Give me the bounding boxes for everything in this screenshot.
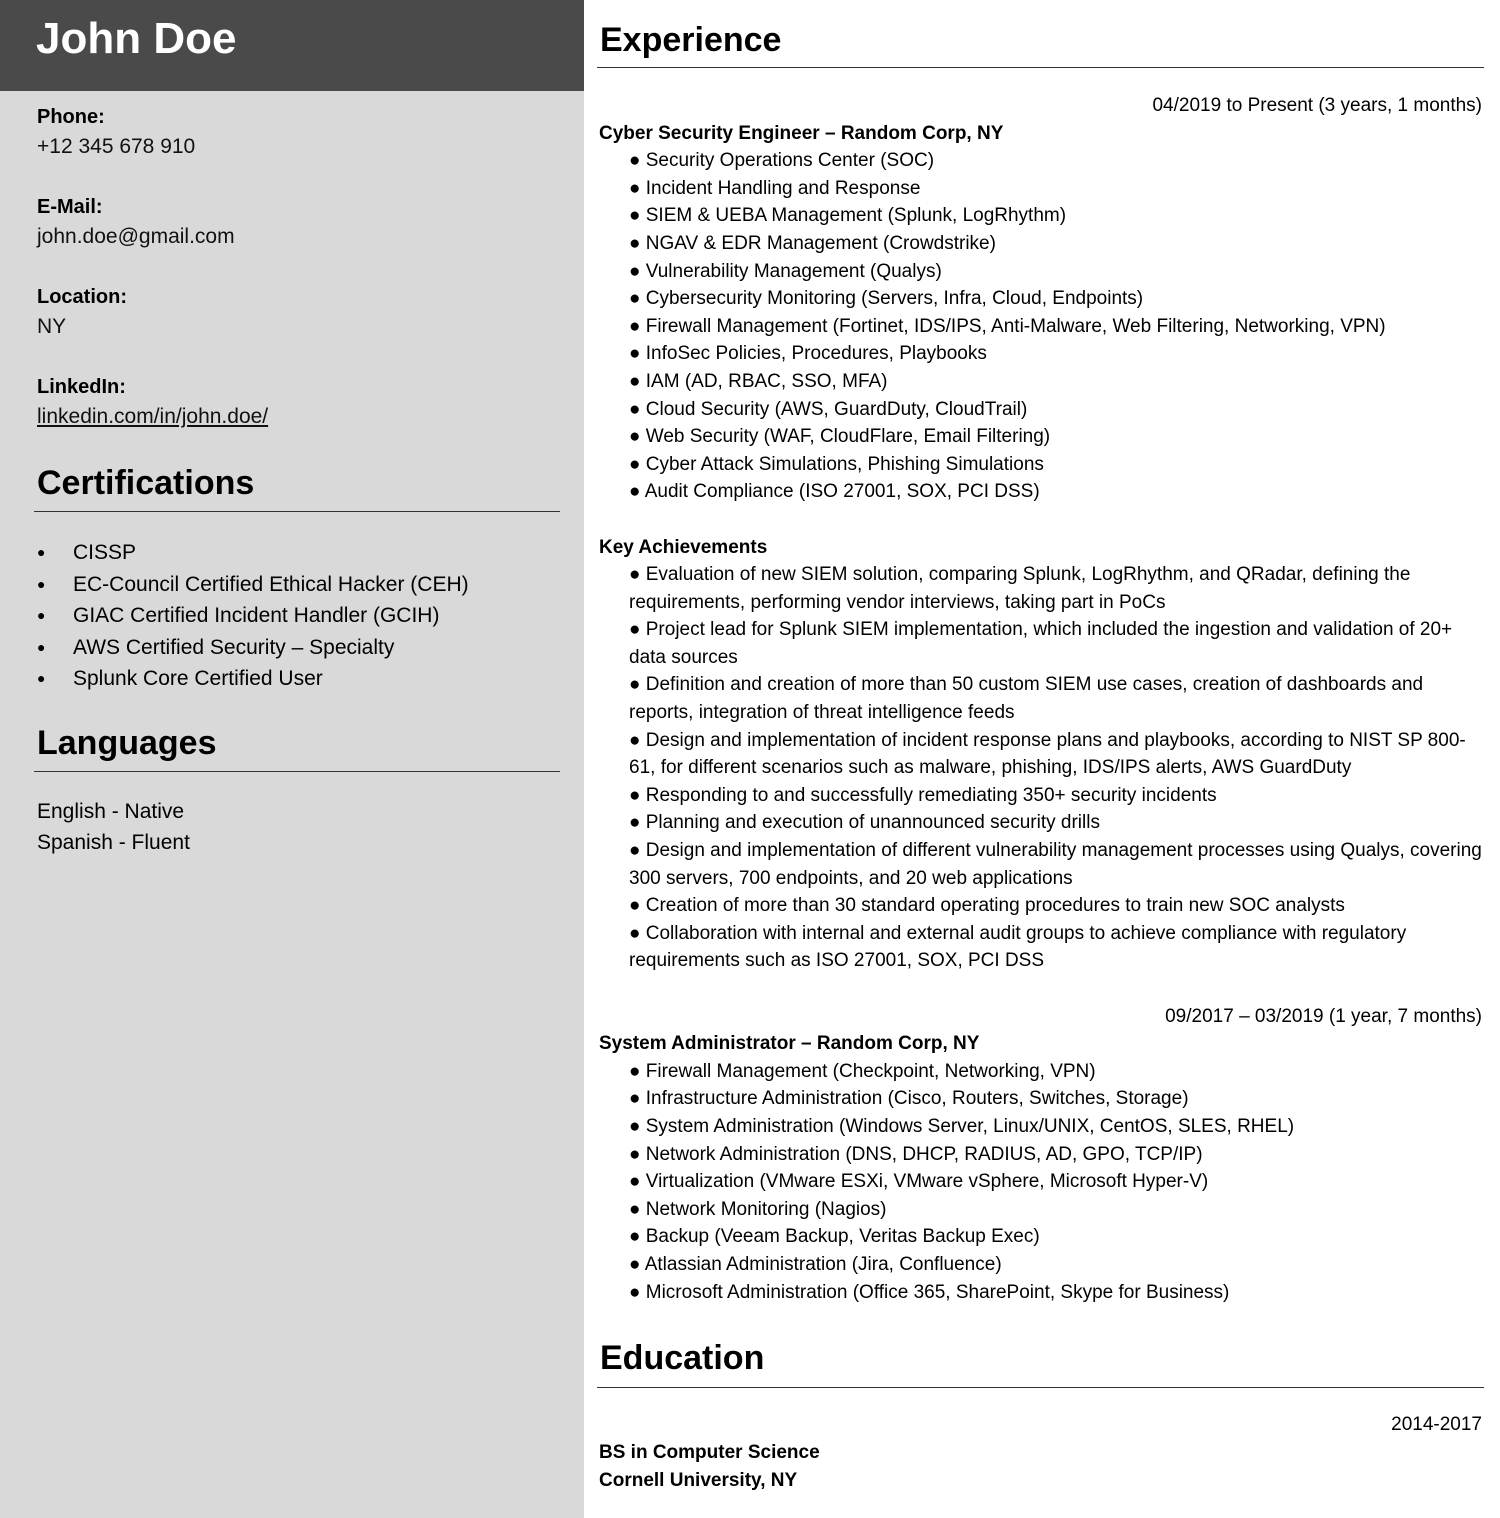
responsibility-item: ● Infrastructure Administration (Cisco, Routers, Switches, Storage): [629, 1088, 1189, 1110]
certification-item: ● GIAC Certified Incident Handler (GCIH): [37, 600, 557, 632]
responsibility-item: ● Cloud Security (AWS, GuardDuty, CloudTrail): [629, 398, 1028, 420]
job-title: Cyber Security Engineer – Random Corp, NY: [599, 122, 1004, 144]
responsibility-item: ● Atlassian Administration (Jira, Confluence): [629, 1253, 1002, 1275]
bullet-icon: ●: [37, 670, 46, 686]
responsibility-item: ● Audit Compliance (ISO 27001, SOX, PCI DSS): [629, 481, 1040, 503]
linkedin-link[interactable]: linkedin.com/in/john.doe/: [37, 405, 269, 428]
responsibility-item: ● Vulnerability Management (Qualys): [629, 260, 942, 282]
phone-label: Phone:: [37, 106, 105, 128]
education-dates: 2014-2017: [1391, 1414, 1482, 1435]
experience-heading: Experience: [600, 21, 782, 59]
location-label: Location:: [37, 286, 127, 308]
language-item: Spanish - Fluent: [37, 830, 190, 854]
certifications-divider: [34, 511, 560, 512]
languages-heading: Languages: [37, 724, 217, 762]
language-item: English - Native: [37, 800, 185, 823]
certification-item: ● EC-Council Certified Ethical Hacker (CEH): [37, 569, 557, 601]
responsibility-item: ● Backup (Veeam Backup, Veritas Backup Exec): [629, 1226, 1040, 1248]
education-degree: BS in Computer Science: [599, 1441, 820, 1463]
bullet-icon: ●: [37, 544, 46, 560]
education-heading: Education: [600, 1339, 765, 1377]
languages-list: [37, 797, 557, 858]
responsibility-item: ● Network Administration (DNS, DHCP, RADIUS, AD, GPO, TCP/IP): [629, 1143, 1203, 1165]
education-school: Cornell University, NY: [599, 1470, 798, 1492]
certification-item: ● AWS Certified Security – Specialty: [37, 632, 557, 664]
responsibility-item: ● Firewall Management (Fortinet, IDS/IPS, Anti-Malware, Web Filtering, Networking, VPN): [629, 315, 1386, 337]
education-divider: [597, 1387, 1484, 1388]
achievement-item: ● Creation of more than 30 standard operating procedures to train new SOC analysts: [629, 895, 1345, 917]
bullet-icon: ●: [37, 638, 46, 655]
education-section: [599, 1411, 1482, 1496]
certification-item: ● CISSP: [37, 537, 557, 569]
contact-location: [37, 282, 557, 372]
email-label: E-Mail:: [37, 196, 103, 218]
responsibility-item: ● SIEM & UEBA Management (Splunk, LogRhythm): [629, 205, 1067, 227]
experience-divider: [597, 67, 1484, 68]
linkedin-label: LinkedIn:: [37, 376, 126, 398]
achievement-item: ● Collaboration with internal and external audit groups to achieve compliance with regulatory requirements such as ISO 27001, SOX, PCI DSS: [629, 922, 1407, 972]
contact-details: [37, 102, 557, 462]
bullet-icon: ●: [37, 607, 46, 623]
responsibility-item: ● Network Monitoring (Nagios): [629, 1198, 887, 1220]
responsibility-item: ● Firewall Management (Checkpoint, Networking, VPN): [629, 1060, 1096, 1082]
phone-value: +12 345 678 910: [37, 135, 196, 158]
achievement-item: ● Planning and execution of unannounced security drills: [629, 812, 1100, 834]
achievement-item: ● Definition and creation of more than 50 custom SIEM use cases, creation of dashboards and reports, integration of threat intelligence feeds: [629, 674, 1424, 724]
job-title: System Administrator – Random Corp, NY: [599, 1033, 980, 1055]
responsibility-item: ● Virtualization (VMware ESXi, VMware vSphere, Microsoft Hyper-V): [629, 1171, 1209, 1193]
job-responsibilities: [599, 1058, 1482, 1306]
name-banner: [0, 0, 584, 91]
experience-section: [599, 92, 1482, 1306]
responsibility-item: ● Incident Handling and Response: [629, 177, 921, 199]
responsibility-item: ● Microsoft Administration (Office 365, SharePoint, Skype for Business): [629, 1281, 1230, 1303]
bullet-icon: ●: [37, 575, 46, 592]
contact-linkedin: [37, 372, 557, 462]
certification-item: ● Splunk Core Certified User: [37, 663, 557, 695]
email-value: john.doe@gmail.com: [37, 225, 235, 248]
responsibility-item: ● InfoSec Policies, Procedures, Playbooks: [629, 343, 987, 365]
job-dates: 09/2017 – 03/2019 (1 year, 7 months): [1165, 1005, 1482, 1027]
achievement-item: ● Design and implementation of different vulnerability management processes using Qualys, covering 300 servers, 700 endpoints, and 20 web applications: [629, 840, 1482, 889]
candidate-name: John Doe: [36, 14, 237, 63]
location-value: NY: [37, 315, 67, 338]
achievement-item: ● Project lead for Splunk SIEM implementation, which included the ingestion and validation of 20+ data sources: [629, 619, 1453, 668]
achievement-item: ● Evaluation of new SIEM solution, comparing Splunk, LogRhythm, and QRadar, defining the requirements, performing vendor interviews, taking part in PoCs: [629, 564, 1411, 613]
responsibility-item: ● NGAV & EDR Management (Crowdstrike): [629, 232, 996, 254]
certifications-list: [37, 537, 557, 695]
job-dates: 04/2019 to Present (3 years, 1 months): [1152, 95, 1482, 116]
certifications-heading: Certifications: [37, 464, 255, 502]
responsibility-item: ● Web Security (WAF, CloudFlare, Email Filtering): [629, 426, 1051, 448]
languages-divider: [34, 771, 560, 772]
contact-phone: [37, 102, 557, 192]
responsibility-item: ● System Administration (Windows Server, Linux/UNIX, CentOS, SLES, RHEL): [629, 1115, 1295, 1137]
contact-email: [37, 192, 557, 282]
achievement-item: ● Design and implementation of incident response plans and playbooks, according to NIST SP 800-61, for different scenarios such as malware, phishing, IDS/IPS alerts, AWS GuardDuty: [629, 729, 1466, 779]
achievement-item: ● Responding to and successfully remediating 350+ security incidents: [629, 784, 1217, 806]
responsibility-item: ● IAM (AD, RBAC, SSO, MFA): [629, 370, 888, 392]
responsibility-item: ● Cyber Attack Simulations, Phishing Simulations: [629, 453, 1044, 475]
responsibility-item: ● Security Operations Center (SOC): [629, 150, 935, 172]
achievements-heading: Key Achievements: [599, 536, 768, 558]
responsibility-item: ● Cybersecurity Monitoring (Servers, Infra, Cloud, Endpoints): [629, 288, 1144, 310]
achievements-list: [599, 561, 1482, 975]
job-responsibilities: [599, 147, 1482, 506]
